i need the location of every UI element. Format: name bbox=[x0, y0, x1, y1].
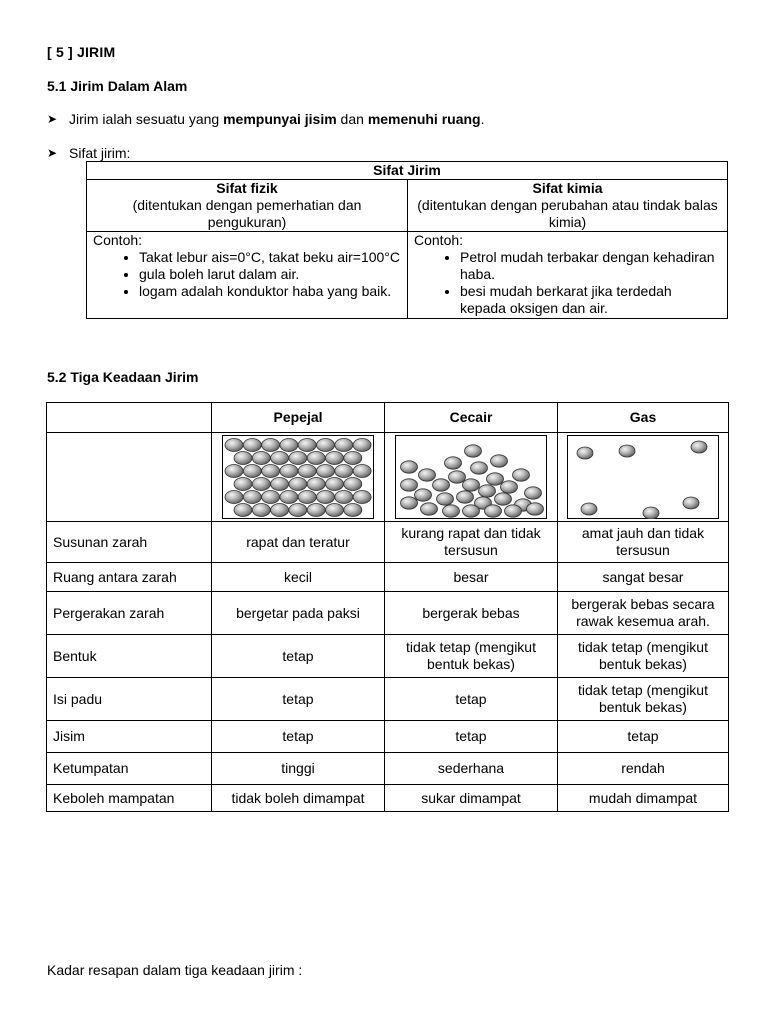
particle bbox=[243, 439, 261, 452]
particle bbox=[289, 452, 307, 465]
definition-text-start: Jirim ialah sesuatu yang bbox=[69, 111, 224, 127]
diagram-blank-cell bbox=[47, 433, 212, 522]
particle bbox=[513, 469, 530, 481]
particle bbox=[353, 465, 371, 478]
particle bbox=[317, 439, 335, 452]
liquid-value: tetap bbox=[385, 721, 558, 753]
particle bbox=[683, 497, 699, 509]
definition-bold-mass: mempunyai jisim bbox=[223, 111, 337, 127]
solid-value: tidak boleh dimampat bbox=[212, 785, 385, 812]
gas-value: sangat besar bbox=[558, 563, 729, 592]
particle bbox=[307, 478, 325, 491]
row-label: Bentuk bbox=[47, 635, 212, 678]
particle bbox=[401, 479, 418, 491]
particle bbox=[353, 439, 371, 452]
particle bbox=[471, 462, 488, 474]
particle bbox=[252, 452, 270, 465]
particle bbox=[335, 491, 353, 504]
solid-diagram-cell bbox=[212, 433, 385, 522]
particle bbox=[457, 491, 474, 503]
particle bbox=[234, 478, 252, 491]
row-label: Susunan zarah bbox=[47, 522, 212, 563]
particle bbox=[280, 491, 298, 504]
particle bbox=[485, 505, 502, 517]
particle bbox=[243, 465, 261, 478]
header-liquid: Cecair bbox=[385, 403, 558, 433]
particle bbox=[495, 493, 512, 505]
particle bbox=[353, 491, 371, 504]
list-item: • gula boleh larut dalam air. bbox=[139, 266, 401, 283]
liquid-particles-diagram bbox=[395, 435, 547, 519]
particle bbox=[527, 503, 544, 515]
particle bbox=[234, 504, 252, 517]
particle bbox=[298, 439, 316, 452]
particle bbox=[401, 461, 418, 473]
properties-label: Sifat jirim: bbox=[69, 145, 131, 161]
table-row bbox=[47, 522, 729, 563]
particle bbox=[271, 504, 289, 517]
gas-value: tidak tetap (mengikut bentuk bekas) bbox=[558, 635, 729, 678]
particle bbox=[280, 439, 298, 452]
definition-text-end: . bbox=[480, 111, 485, 127]
chemical-examples-cell bbox=[408, 232, 728, 319]
particle bbox=[577, 447, 593, 459]
header-gas: Gas bbox=[558, 403, 729, 433]
physical-example-label: Contoh: bbox=[93, 232, 143, 248]
row-label: Keboleh mampatan bbox=[47, 785, 212, 812]
particle bbox=[326, 504, 344, 517]
particle bbox=[419, 469, 436, 481]
physical-desc: (ditentukan dengan pemerhatian dan pengukuran) bbox=[132, 197, 362, 230]
particle bbox=[491, 455, 508, 467]
particle bbox=[525, 487, 542, 499]
particle bbox=[415, 489, 432, 501]
liquid-value: sukar dimampat bbox=[385, 785, 558, 812]
particle bbox=[234, 452, 252, 465]
particle bbox=[335, 465, 353, 478]
particle bbox=[643, 507, 659, 519]
particle bbox=[344, 452, 362, 465]
row-label: Ruang antara zarah bbox=[47, 563, 212, 592]
page-heading: [ 5 ] JIRIM bbox=[47, 44, 116, 60]
solid-value: tetap bbox=[212, 635, 385, 678]
solid-value: kecil bbox=[212, 563, 385, 592]
particle bbox=[581, 503, 597, 515]
particle bbox=[262, 465, 280, 478]
particle bbox=[437, 493, 454, 505]
table-row bbox=[47, 678, 729, 721]
diffusion-rate-text: Kadar resapan dalam tiga keadaan jirim : bbox=[47, 962, 303, 978]
row-label: Pergerakan zarah bbox=[47, 592, 212, 635]
particle bbox=[289, 504, 307, 517]
particle bbox=[463, 505, 480, 517]
states-of-matter-table bbox=[46, 402, 729, 812]
gas-diagram-cell bbox=[558, 433, 729, 522]
particle bbox=[298, 491, 316, 504]
arrow-bullet-icon: ➤ bbox=[47, 146, 58, 160]
particle bbox=[317, 491, 335, 504]
gas-value: amat jauh dan tidak tersusun bbox=[558, 522, 729, 563]
particle-diagram-row bbox=[47, 433, 729, 522]
table-row bbox=[47, 635, 729, 678]
particle bbox=[225, 465, 243, 478]
physical-examples-list bbox=[93, 249, 401, 300]
list-item: • Petrol mudah terbakar dengan kehadiran haba. bbox=[460, 249, 721, 283]
particle bbox=[619, 445, 635, 457]
particle bbox=[271, 478, 289, 491]
properties-table bbox=[86, 161, 728, 319]
particle bbox=[307, 504, 325, 517]
particle bbox=[463, 479, 480, 491]
particle bbox=[445, 457, 462, 469]
particle bbox=[505, 505, 522, 517]
liquid-value: sederhana bbox=[385, 753, 558, 785]
table-header-row bbox=[47, 403, 729, 433]
gas-value: bergerak bebas secara rawak kesemua arah. bbox=[558, 592, 729, 635]
gas-value: tetap bbox=[558, 721, 729, 753]
physical-examples-cell bbox=[87, 232, 408, 319]
gas-value: tidak tetap (mengikut bentuk bekas) bbox=[558, 678, 729, 721]
liquid-value: tetap bbox=[385, 678, 558, 721]
particle bbox=[225, 491, 243, 504]
particle bbox=[280, 465, 298, 478]
definition-text-mid: dan bbox=[336, 111, 368, 127]
particle bbox=[252, 478, 270, 491]
particle bbox=[401, 497, 418, 509]
particle bbox=[465, 445, 482, 457]
properties-table-title: Sifat Jirim bbox=[87, 162, 728, 180]
solid-value: bergetar pada paksi bbox=[212, 592, 385, 635]
table-row bbox=[47, 753, 729, 785]
liquid-value: kurang rapat dan tidak tersusun bbox=[385, 522, 558, 563]
chemical-example-label: Contoh: bbox=[414, 232, 464, 248]
particle bbox=[449, 471, 466, 483]
gas-particles-diagram bbox=[567, 435, 719, 519]
particle bbox=[501, 481, 518, 493]
solid-value: rapat dan teratur bbox=[212, 522, 385, 563]
particle bbox=[262, 439, 280, 452]
section-5-1-title: 5.1 Jirim Dalam Alam bbox=[47, 78, 188, 94]
particle bbox=[421, 503, 438, 515]
gas-value: rendah bbox=[558, 753, 729, 785]
properties-bullet bbox=[47, 145, 130, 161]
particle bbox=[317, 465, 335, 478]
particle bbox=[335, 439, 353, 452]
particle bbox=[443, 505, 460, 517]
particle bbox=[479, 485, 496, 497]
liquid-value: bergerak bebas bbox=[385, 592, 558, 635]
arrow-bullet-icon: ➤ bbox=[47, 112, 58, 126]
table-row bbox=[47, 721, 729, 753]
particle bbox=[433, 479, 450, 491]
section-5-2-title: 5.2 Tiga Keadaan Jirim bbox=[47, 369, 199, 385]
liquid-value: besar bbox=[385, 563, 558, 592]
list-item: • Takat lebur ais=0°C, takat beku air=100°C bbox=[139, 249, 401, 266]
particle bbox=[225, 439, 243, 452]
table-row bbox=[47, 592, 729, 635]
row-label: Ketumpatan bbox=[47, 753, 212, 785]
particle bbox=[307, 452, 325, 465]
list-item: • besi mudah berkarat jika terdedah kepada oksigen dan air. bbox=[460, 283, 721, 317]
particle bbox=[344, 478, 362, 491]
particle bbox=[326, 478, 344, 491]
physical-title: Sifat fizik bbox=[216, 180, 278, 196]
liquid-diagram-cell bbox=[385, 433, 558, 522]
definition-bold-space: memenuhi ruang bbox=[367, 111, 481, 127]
list-item: • logam adalah konduktor haba yang baik. bbox=[139, 283, 401, 300]
solid-value: tinggi bbox=[212, 753, 385, 785]
particle bbox=[252, 504, 270, 517]
row-label: Isi padu bbox=[47, 678, 212, 721]
particle bbox=[271, 452, 289, 465]
definition-bullet bbox=[47, 111, 485, 127]
physical-header-cell bbox=[87, 180, 408, 232]
particle bbox=[289, 478, 307, 491]
particle bbox=[344, 504, 362, 517]
header-blank-cell bbox=[47, 403, 212, 433]
chemical-header-cell bbox=[408, 180, 728, 232]
solid-particles-diagram bbox=[222, 435, 374, 519]
header-solid: Pepejal bbox=[212, 403, 385, 433]
gas-value: mudah dimampat bbox=[558, 785, 729, 812]
table-row bbox=[47, 563, 729, 592]
chemical-title: Sifat kimia bbox=[532, 180, 603, 196]
liquid-value: tidak tetap (mengikut bentuk bekas) bbox=[385, 635, 558, 678]
particle bbox=[243, 491, 261, 504]
table-row bbox=[47, 785, 729, 812]
chemical-desc: (ditentukan dengan perubahan atau tindak balas kimia) bbox=[417, 197, 718, 230]
particle bbox=[326, 452, 344, 465]
particle bbox=[487, 473, 504, 485]
row-label: Jisim bbox=[47, 721, 212, 753]
definition-text bbox=[69, 111, 485, 127]
particle bbox=[262, 491, 280, 504]
solid-value: tetap bbox=[212, 721, 385, 753]
solid-value: tetap bbox=[212, 678, 385, 721]
particle bbox=[298, 465, 316, 478]
particle bbox=[691, 441, 707, 453]
chemical-examples-list bbox=[414, 249, 721, 317]
